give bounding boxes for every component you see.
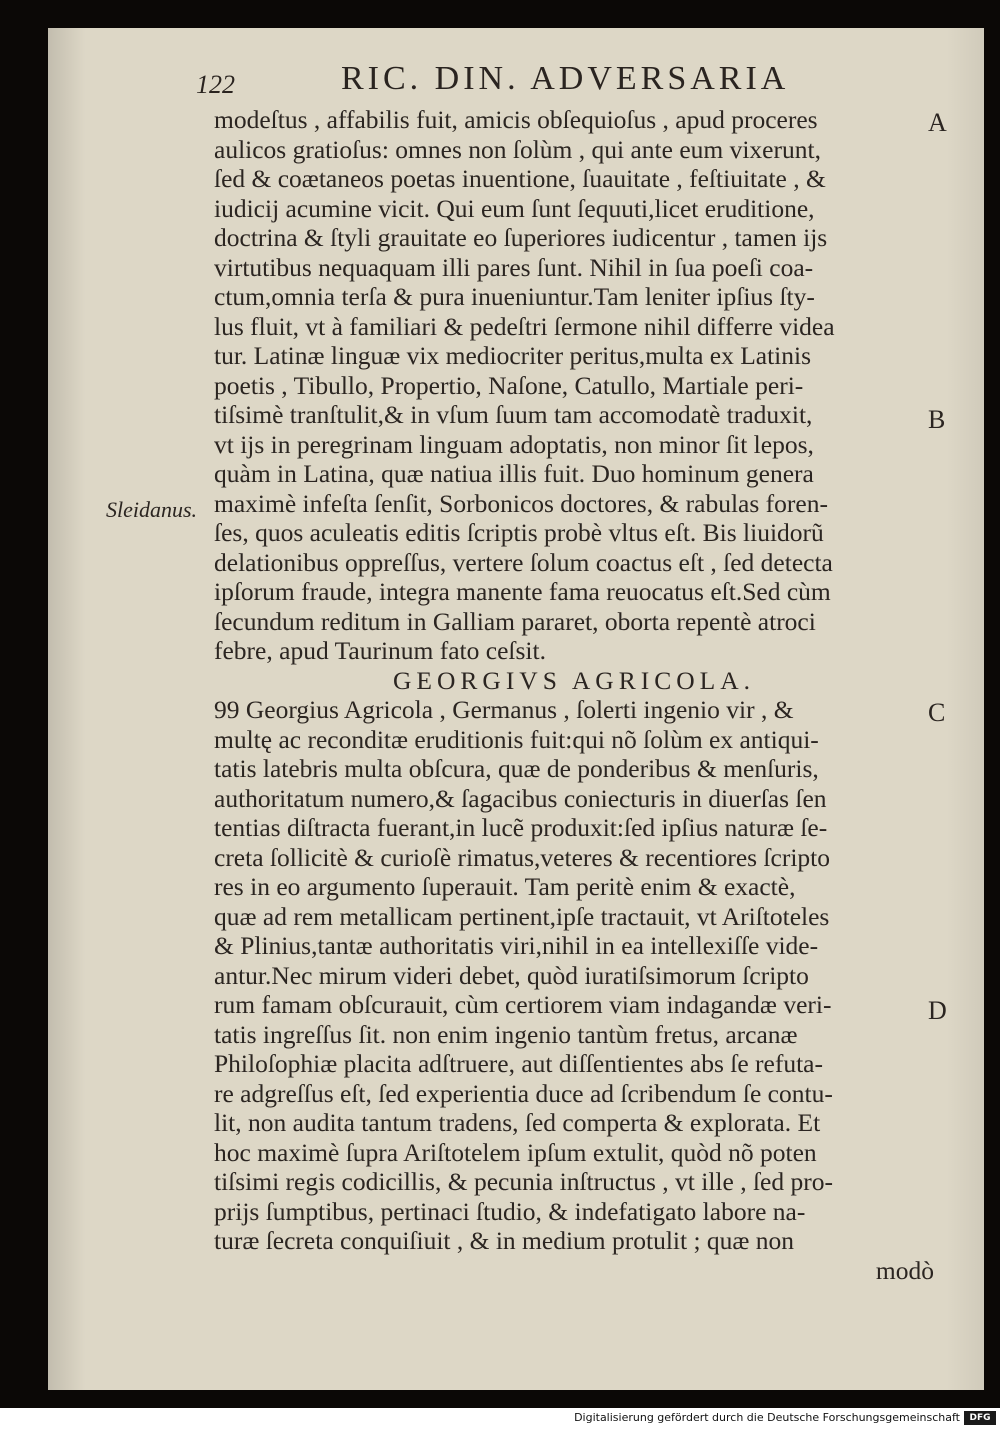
text-line: 99 Georgius Agricola , Germanus , ſolerti ingenio vir , &	[214, 695, 794, 724]
text-line: maximè infeſta ſenſit, Sorbonicos doctores, & rabulas foren-	[214, 488, 828, 518]
text-line: tur. Latinæ linguæ vix mediocriter peritus,multa ex Latinis	[214, 341, 812, 370]
text-line: ctum,omnia terſa & pura inueniuntur.Tam leniter ipſius ſty-	[214, 282, 815, 311]
text-line: poetis , Tibullo, Propertio, Naſone, Catullo, Martiale peri-	[214, 370, 804, 400]
catchword: modò	[875, 1255, 934, 1285]
text-line: doctrina & ſtyli grauitate eo ſuperiores iudicentur , tamen ijs	[214, 223, 828, 252]
margin-letter-c: C	[928, 698, 946, 727]
text-line: authoritatum numero,& ſagacibus coniecturis in diuerſas ſen	[214, 783, 827, 813]
text-line: ſed & coætaneos poetas inuentione, ſuauitate , feſtiuitate , &	[214, 164, 826, 193]
text-line: ipſorum fraude, integra manente fama reuocatus eſt.Sed cùm	[214, 577, 831, 606]
text-line: creta ſollicitè & curioſè rimatus,veteres & recentiores ſcripto	[214, 842, 830, 872]
text-line: tiſsimè tranſtulit,& in vſum ſuum tam accomodatè traduxit,	[214, 400, 813, 429]
text-line: hoc maximè ſupra Ariſtotelem ipſum extulit, quòd nõ poten	[214, 1137, 817, 1167]
text-line: lus fluit, vt à familiari & pedeſtri ſermone nihil differre videa	[214, 311, 835, 341]
text-line: iudicij acumine vicit. Qui eum ſunt ſequuti,licet eruditione,	[214, 193, 815, 223]
text-line: tatis ingreſſus ſit. non enim ingenio tantùm fretus, arcanæ	[214, 1019, 798, 1049]
margin-note: Sleidanus.	[106, 497, 198, 522]
text-line: tatis latebris multa obſcura, quæ de ponderibus & menſuris,	[214, 754, 819, 783]
text-line: ſes, quos aculeatis editis ſcriptis probè vltus eſt. Bis liuidorũ	[214, 518, 824, 547]
text-line: rum famam obſcurauit, cùm certiorem viam indagandæ veri-	[214, 990, 832, 1019]
text-line: & Plinius,tantæ authoritatis viri,nihil in ea intellexiſſe vide-	[214, 931, 819, 960]
page-title: RIC. DIN. ADVERSARIA	[341, 60, 790, 97]
text-line: prijs ſumptibus, pertinaci ſtudio, & indefatigato labore na-	[214, 1196, 806, 1226]
body-text	[214, 105, 934, 1285]
text-line: tentias diſtracta fuerant,in lucẽ produxit:ſed ipſius naturæ ſe-	[214, 813, 828, 842]
text-line: quæ ad rem metallicam pertinent,ipſe tractauit, vt Ariſtoteles	[214, 901, 830, 931]
text-line: virtutibus nequaquam illi pares ſunt. Nihil in ſua poeſi coa-	[214, 252, 814, 282]
page-number: 122	[196, 70, 235, 99]
text-line: delationibus oppreſſus, vertere ſolum coactus eſt , ſed detecta	[214, 547, 833, 577]
text-line: modeſtus , affabilis fuit, amicis obſequioſus , apud proceres	[214, 105, 818, 134]
text-line: tiſsimi regis codicillis, & pecunia inſtructus , vt ille , ſed pro-	[214, 1167, 833, 1196]
text-line: quàm in Latina, quæ natiua illis fuit. Duo hominum genera	[214, 459, 814, 488]
margin-letter-d: D	[928, 996, 947, 1025]
text-line: ſecundum reditum in Galliam pararet, oborta repentè atroci	[214, 606, 816, 636]
text-line: re adgreſſus eſt, ſed experientia duce ad ſcribendum ſe contu-	[214, 1078, 833, 1108]
section-heading: GEORGIVS AGRICOLA.	[392, 665, 755, 695]
margin-letter-b: B	[928, 405, 946, 434]
text-line: antur.Nec mirum videri debet, quòd iuratiſsimorum ſcripto	[214, 960, 809, 990]
funding-credit: Digitalisierung gefördert durch die Deutsche Forschungsgemeinschaft	[574, 1411, 960, 1424]
text-line: febre, apud Taurinum fato ceſsit.	[214, 636, 546, 665]
margin-letter-a: A	[928, 108, 947, 137]
text-line: Philoſophiæ placita adſtruere, aut diſſentientes abs ſe refuta-	[214, 1049, 823, 1078]
text-line: vt ijs in peregrinam linguam adoptatis, non minor ſit lepos,	[214, 429, 814, 459]
text-line: res in eo argumento ſuperauit. Tam peritè enim & exactè,	[214, 872, 796, 901]
footer-bar	[0, 1408, 1000, 1429]
text-line: aulicos gratioſus: omnes non ſolùm , qui ante eum vixerunt,	[214, 134, 821, 164]
dfg-logo-icon: DFG	[964, 1411, 996, 1425]
running-head	[196, 62, 956, 102]
text-line: turæ ſecreta conquiſiuit , & in medium protulit ; quæ non	[214, 1226, 795, 1255]
text-line: lit, non audita tantum tradens, ſed comperta & explorata. Et	[214, 1108, 821, 1137]
text-line: multę ac reconditæ eruditionis fuit:qui nõ ſolùm ex antiqui-	[214, 724, 819, 754]
